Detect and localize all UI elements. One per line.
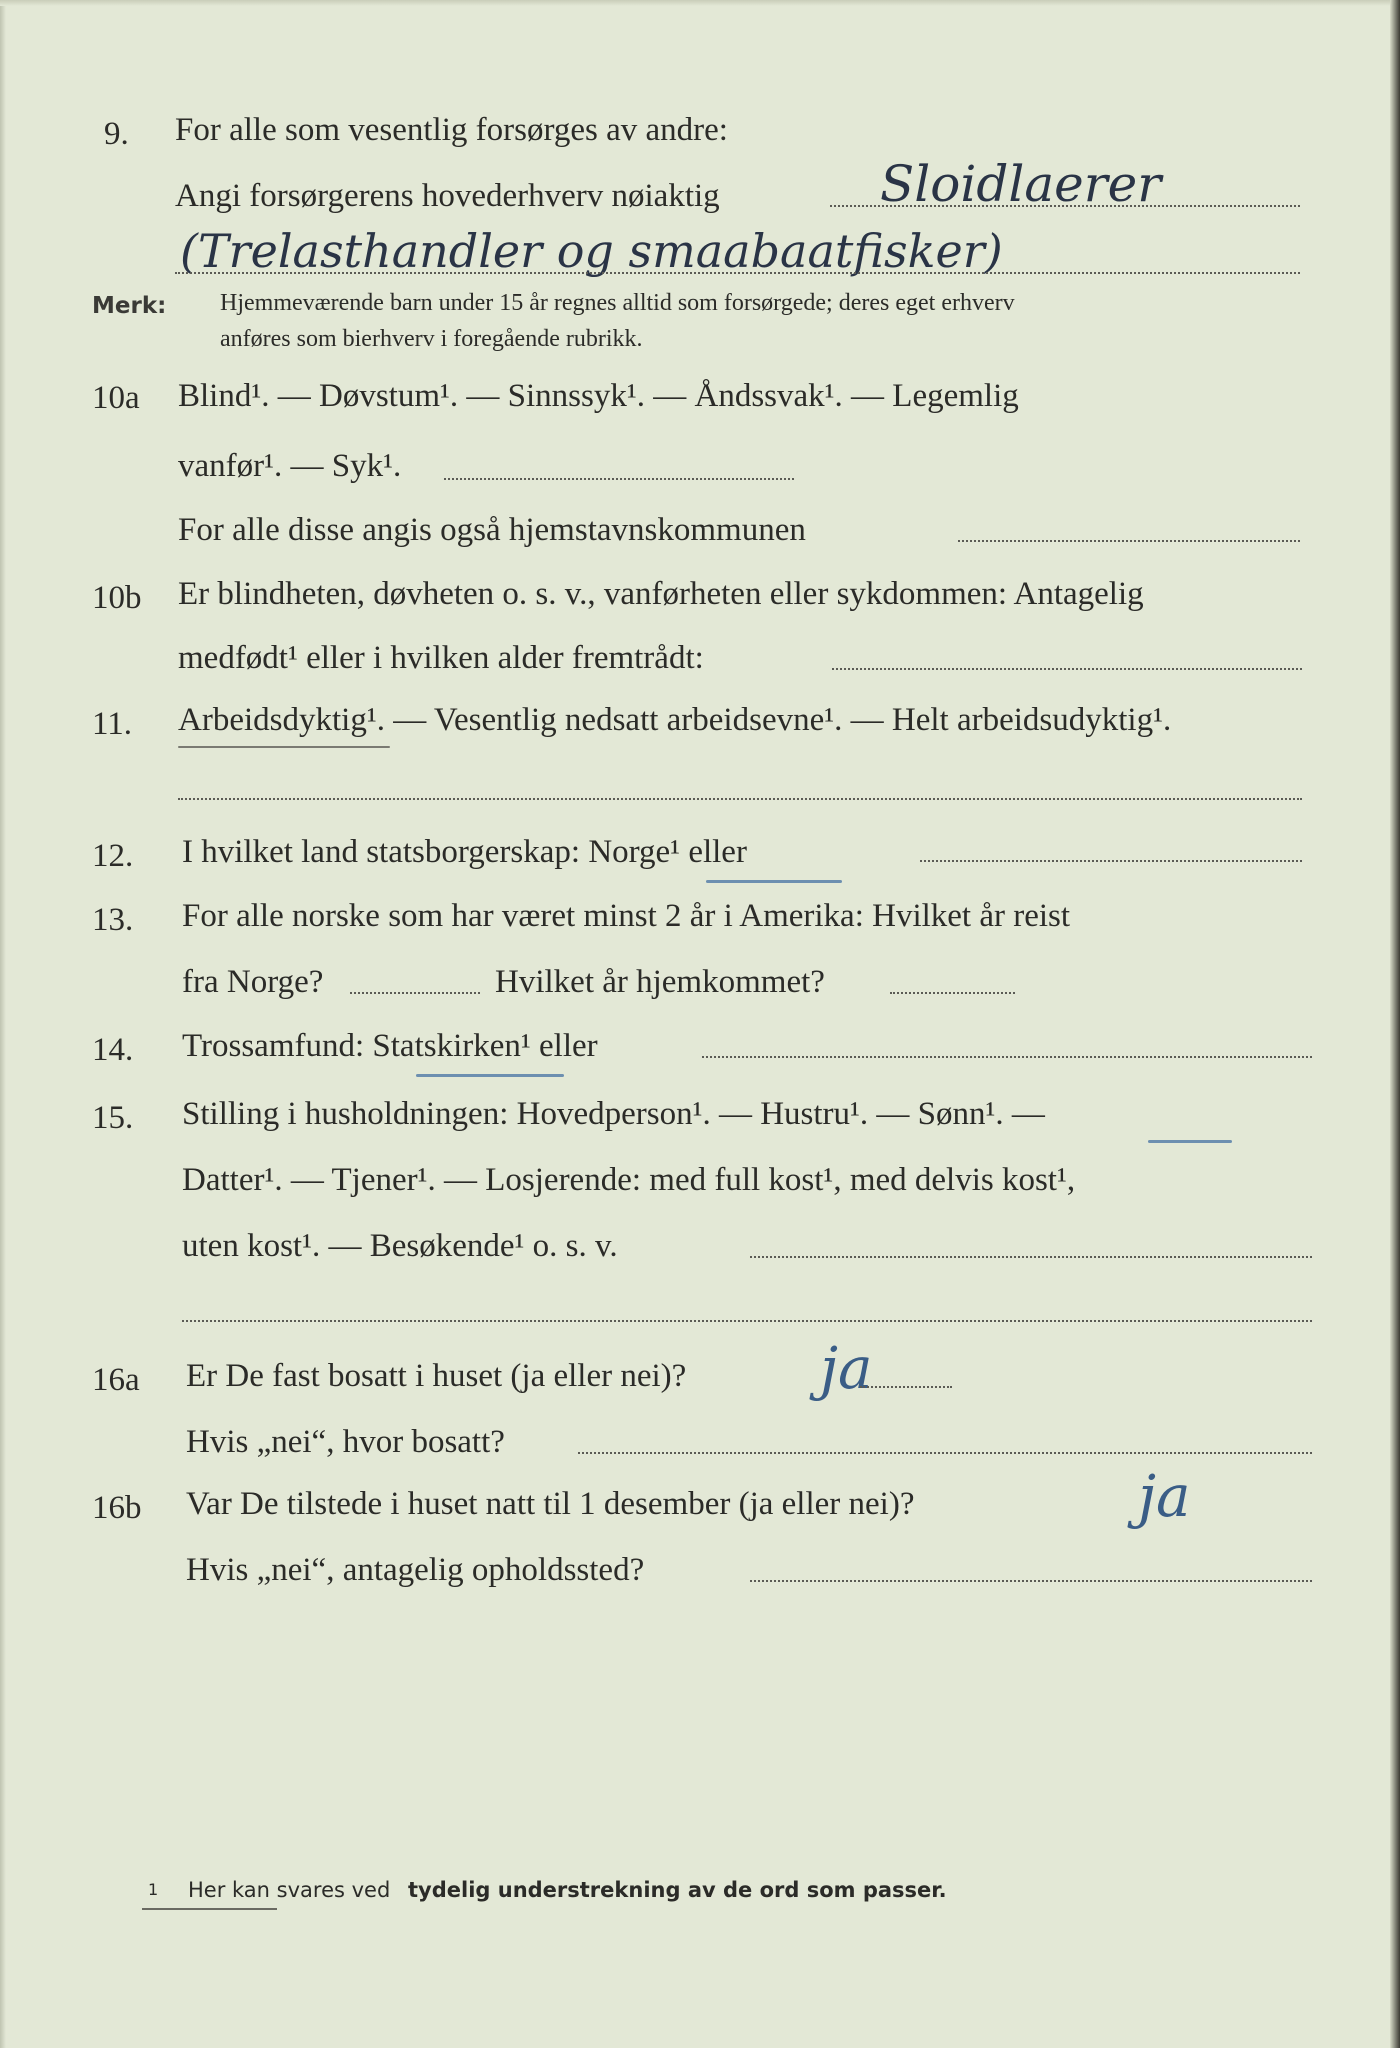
footnote-text-bold: tydelig understrekning av de ord som passer. [408,1878,947,1902]
question-16a-line-1: Er De fast bosatt i huset (ja eller nei)? [186,1358,687,1394]
answer-line [178,798,1302,800]
footnote-rule [142,1908,277,1910]
paper-edge [0,0,6,2048]
question-16a-line-2: Hvis „nei“, hvor bosatt? [186,1424,505,1460]
question-15-line-1: Stilling i husholdningen: Hovedperson¹. — Hustru¹. — Sønn¹. — [182,1096,1045,1132]
question-13-line-1: For alle norske som har været minst 2 år i Amerika: Hvilket år reist [182,898,1071,934]
answer-line [578,1452,1312,1454]
question-10a-line-1: Blind¹. — Døvstum¹. — Sinnssyk¹. — Åndssvak¹. — Legemlig [178,378,1019,414]
question-9-line-2: Angi forsørgerens hovederhverv nøiaktig [175,178,720,214]
paper-edge [0,0,1400,6]
question-number-10a: 10a [92,380,140,416]
paper-edge [1390,0,1400,2048]
underline-mark [178,746,390,748]
question-number-13: 13. [92,902,134,938]
underline-mark [1148,1140,1232,1143]
question-9-line-1: For alle som vesentlig forsørges av andre: [175,112,728,148]
question-10b-line-2: medfødt¹ eller i hvilken alder fremtrådt: [178,640,704,676]
question-13-line-2b: Hvilket år hjemkommet? [495,964,825,1000]
question-number-16a: 16a [92,1362,140,1398]
question-number-9: 9. [104,116,129,152]
question-13-line-2a: fra Norge? [182,964,324,1000]
answer-line [958,540,1300,542]
question-number-11: 11. [92,706,133,742]
question-number-10b: 10b [92,580,142,616]
note-label: Merk: [92,293,167,319]
question-10a-line-3: For alle disse angis også hjemstavnskommunen [178,512,806,548]
answer-line [182,1320,1312,1322]
handwritten-answer-occupation: Sloidlaerer [880,155,1162,213]
answer-line [750,1580,1312,1582]
question-number-16b: 16b [92,1490,142,1526]
question-16b-line-2: Hvis „nei“, antagelig opholdssted? [186,1552,645,1588]
question-15-line-3: uten kost¹. — Besøkende¹ o. s. v. [182,1228,618,1264]
handwritten-answer-16b: ja [1138,1462,1191,1530]
question-number-12: 12. [92,838,134,874]
handwritten-answer-occupation-detail: (Trelasthandler og smaabaatfisker) [180,224,1003,278]
footnote-text-plain: Her kan svares ved [188,1878,391,1902]
answer-line [444,478,794,480]
question-14-line-1: Trossamfund: Statskirken¹ eller [182,1028,598,1064]
question-10b-line-1: Er blindheten, døvheten o. s. v., vanførheten eller sykdommen: Antagelig [178,576,1144,612]
question-16b-line-1: Var De tilstede i huset natt til 1 desember (ja eller nei)? [186,1486,915,1522]
note-line-1: Hjemmeværende barn under 15 år regnes alltid som forsørgede; deres eget erhverv [220,290,1015,316]
underline-mark [416,1074,564,1077]
answer-line [175,272,1300,274]
answer-line [890,992,1015,994]
answer-line [832,668,1302,670]
note-line-2: anføres som bierhverv i foregående rubrikk. [220,326,643,352]
question-15-line-2: Datter¹. — Tjener¹. — Losjerende: med full kost¹, med delvis kost¹, [182,1162,1076,1198]
question-number-14: 14. [92,1032,134,1068]
footnote-mark: 1 [148,1880,159,1899]
underline-mark [706,880,842,883]
answer-line [860,1386,952,1388]
question-12-line-1: I hvilket land statsborgerskap: Norge¹ eller [182,834,747,870]
answer-line [350,992,480,994]
handwritten-answer-16a: ja [820,1334,873,1402]
question-number-15: 15. [92,1100,134,1136]
answer-line [920,860,1302,862]
question-11-line-1: Arbeidsdyktig¹. — Vesentlig nedsatt arbeidsevne¹. — Helt arbeidsudyktig¹. [178,702,1172,738]
answer-line [702,1056,1312,1058]
question-10a-line-2: vanfør¹. — Syk¹. [178,448,402,484]
answer-line [750,1256,1312,1258]
